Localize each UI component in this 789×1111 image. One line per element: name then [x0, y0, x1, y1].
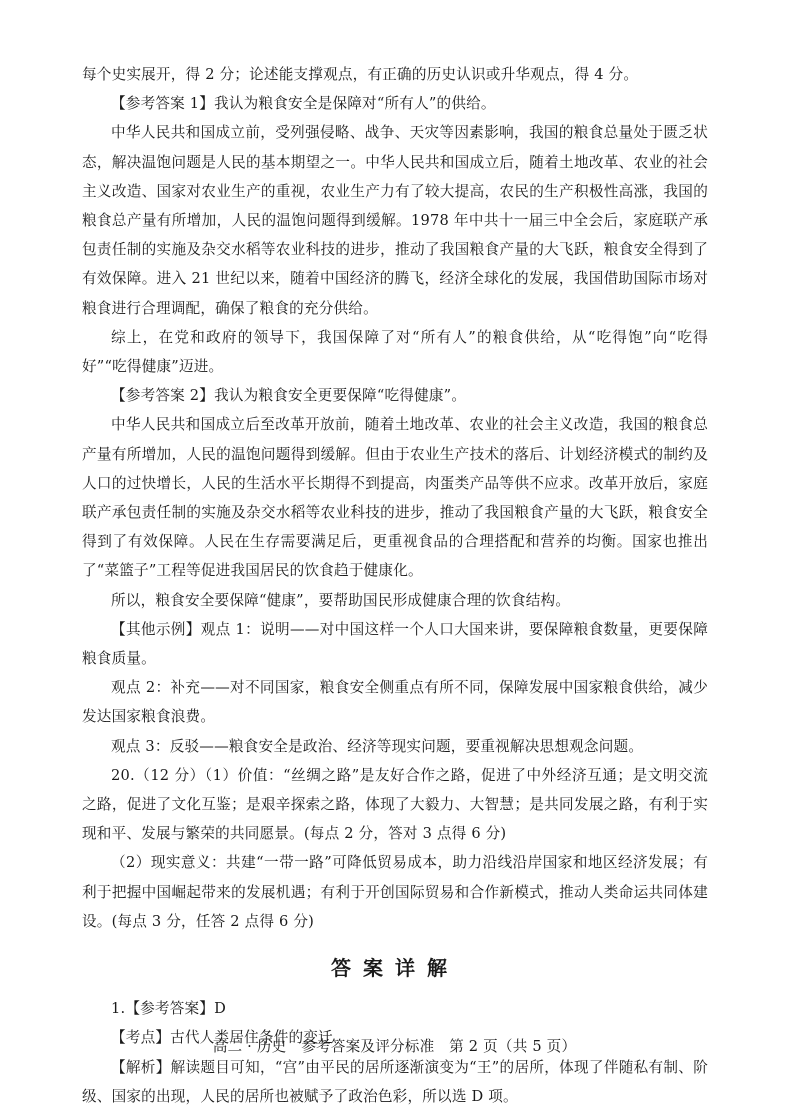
page-footer: 高二 · 历史 参考答案及评分标准 第 2 页（共 5 页）: [212, 1038, 577, 1055]
section-title: 答案详解: [331, 956, 459, 981]
reference-answer-1-heading: 【参考答案 1】我认为粮食安全是保障对“所有人”的供给。: [111, 95, 496, 113]
question-20-part-1: 20.（12 分）（1）价值：“丝绸之路”是友好合作之路，促进了中外经济互通；是文明交流之路，促进了文化互鉴；是艰辛探索之路，体现了大毅力、大智慧；是共同发展之路，有利于实现和平、发展与繁荣的共同愿景。(每点 2 分，答对 3 点得 6 分): [82, 766, 708, 843]
answer-1-reference: 1.【参考答案】D: [111, 1000, 226, 1018]
question-20-part-2: （2）现实意义：共建“一带一路”可降低贸易成本，助力沿线沿岸国家和地区经济发展；有利于把握中国崛起带来的发展机遇；有利于开创国际贸易和合作新模式，推动人类命运共同体建设。(每点 3 分，任答 2 点得 6 分): [82, 854, 708, 930]
reference-answer-2-conclusion: 所以，粮食安全要保障“健康”，要帮助国民形成健康合理的饮食结构。: [111, 591, 571, 609]
reference-answer-1-conclusion: 综上，在党和政府的领导下，我国保障了对“所有人”的粮食供给，从“吃得饱”向“吃得好”“吃得健康”迈进。: [82, 328, 708, 376]
document-page: [82, 60, 708, 1111]
answer-1-analysis: 【解析】解读题目可知，“宫”由平民的居所逐渐演变为“王”的居所，体现了伴随私有制、阶级、国家的出现，人民的居所也被赋予了政治色彩，所以选 D 项。: [82, 1058, 708, 1105]
reference-answer-2-body: 中华人民共和国成立后至改革开放前，随着土地改革、农业的社会主义改造，我国的粮食总产量有所增加，人民的温饱问题得到缓解。但由于农业生产技术的落后、计划经济模式的制约及人口的过快增长，人民的生活水平长期得不到提高，肉蛋类产品等供不应求。改革开放后，家庭联产承包责任制的实施及杂交水稻等农业科技的进步，推动了我国粮食产量的大飞跃，粮食安全得到了有效保障。人民在生存需要满足后，更重视食品的合理搭配和营养的均衡。国家也推出了“菜篮子”工程等促进我国居民的饮食趋于健康化。: [82, 416, 708, 580]
answer-1-topic: 【考点】古代人类居住条件的变迁: [111, 1029, 333, 1047]
scoring-note: 每个史实展开，得 2 分；论述能支撑观点，有正确的历史认识或升华观点，得 4 分。: [82, 66, 639, 83]
other-example-viewpoint-2: 观点 2：补充——对不同国家，粮食安全侧重点有所不同，保障发展中国家粮食供给，减少发达国家粮食浪费。: [82, 679, 708, 726]
other-example-viewpoint-3: 观点 3：反驳——粮食安全是政治、经济等现实问题，要重视解决思想观念问题。: [111, 737, 644, 755]
reference-answer-2-heading: 【参考答案 2】我认为粮食安全更要保障“吃得健康”。: [111, 387, 467, 405]
reference-answer-1-body: 中华人民共和国成立前，受列强侵略、战争、天灾等因素影响，我国的粮食总量处于匮乏状态，解决温饱问题是人民的基本期望之一。中华人民共和国成立后，随着土地改革、农业的社会主义改造、国家对农业生产的重视，农业生产力有了较大提高，农民的生产积极性高涨，我国的粮食总产量有所增加，人民的温饱问题得到缓解。1978 年中共十一届三中全会后，家庭联产承包责任制的实施及杂交水稻等农业科技的进步，推动了我国粮食产量的大飞跃，粮食安全得到了有效保障。进入 21 世纪以来，随着中国经济的腾飞，经济全球化的发展，我国借助国际市场对粮食进行合理调配，确保了粮食的充分供给。: [82, 124, 708, 317]
other-example-viewpoint-1: 【其他示例】观点 1：说明——对中国这样一个人口大国来讲，要保障粮食数量，更要保障粮食质量。: [82, 620, 708, 668]
